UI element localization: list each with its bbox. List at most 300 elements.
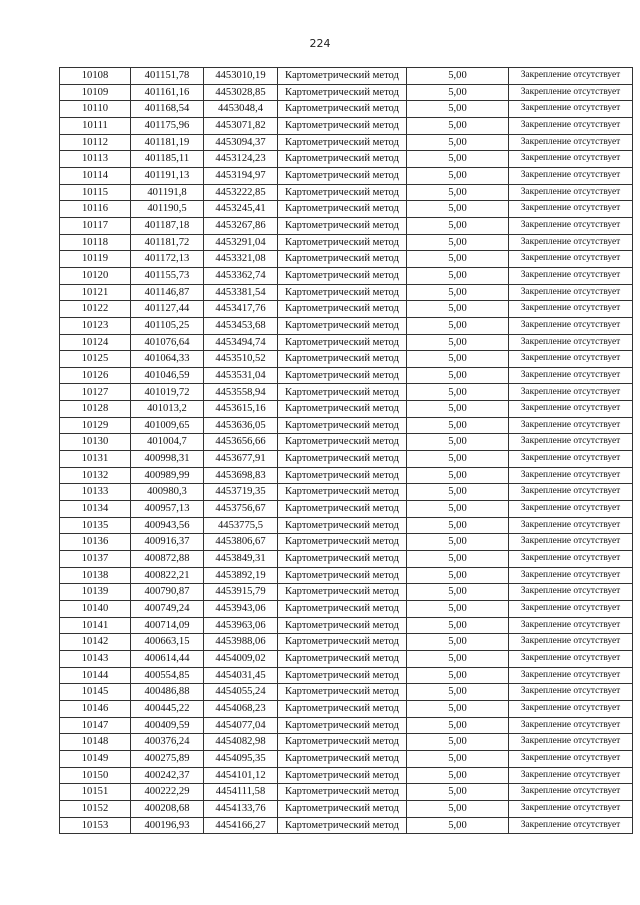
point-number-cell: 10136 xyxy=(60,534,131,551)
x-coordinate-cell: 401190,5 xyxy=(131,201,204,218)
y-coordinate-cell: 4453698,83 xyxy=(204,467,278,484)
point-number-cell: 10126 xyxy=(60,367,131,384)
fixing-description-cell: Закрепление отсутствует xyxy=(509,501,633,518)
y-coordinate-cell: 4453531,04 xyxy=(204,367,278,384)
point-number-cell: 10110 xyxy=(60,101,131,118)
accuracy-cell: 5,00 xyxy=(407,601,509,618)
table-row xyxy=(60,251,633,268)
table-row xyxy=(60,334,633,351)
fixing-description-cell: Закрепление отсутствует xyxy=(509,317,633,334)
accuracy-cell: 5,00 xyxy=(407,817,509,834)
table-row xyxy=(60,650,633,667)
accuracy-cell: 5,00 xyxy=(407,484,509,501)
fixing-description-cell: Закрепление отсутствует xyxy=(509,750,633,767)
method-cell: Картометрический метод xyxy=(278,351,407,368)
accuracy-cell: 5,00 xyxy=(407,501,509,518)
method-cell: Картометрический метод xyxy=(278,567,407,584)
table-row xyxy=(60,367,633,384)
point-number-cell: 10143 xyxy=(60,650,131,667)
fixing-description-cell: Закрепление отсутствует xyxy=(509,384,633,401)
method-cell: Картометрический метод xyxy=(278,434,407,451)
y-coordinate-cell: 4453194,97 xyxy=(204,167,278,184)
fixing-description-cell: Закрепление отсутствует xyxy=(509,301,633,318)
table-row xyxy=(60,551,633,568)
accuracy-cell: 5,00 xyxy=(407,734,509,751)
table-row xyxy=(60,351,633,368)
point-number-cell: 10137 xyxy=(60,551,131,568)
point-number-cell: 10131 xyxy=(60,451,131,468)
x-coordinate-cell: 400957,13 xyxy=(131,501,204,518)
accuracy-cell: 5,00 xyxy=(407,617,509,634)
method-cell: Картометрический метод xyxy=(278,767,407,784)
method-cell: Картометрический метод xyxy=(278,134,407,151)
point-number-cell: 10111 xyxy=(60,117,131,134)
point-number-cell: 10108 xyxy=(60,68,131,85)
table-row xyxy=(60,84,633,101)
table-row xyxy=(60,417,633,434)
x-coordinate-cell: 401172,13 xyxy=(131,251,204,268)
accuracy-cell: 5,00 xyxy=(407,68,509,85)
fixing-description-cell: Закрепление отсутствует xyxy=(509,234,633,251)
y-coordinate-cell: 4453806,67 xyxy=(204,534,278,551)
x-coordinate-cell: 401127,44 xyxy=(131,301,204,318)
method-cell: Картометрический метод xyxy=(278,384,407,401)
method-cell: Картометрический метод xyxy=(278,184,407,201)
table-row xyxy=(60,134,633,151)
x-coordinate-cell: 401105,25 xyxy=(131,317,204,334)
x-coordinate-cell: 401146,87 xyxy=(131,284,204,301)
y-coordinate-cell: 4453321,08 xyxy=(204,251,278,268)
y-coordinate-cell: 4453615,16 xyxy=(204,401,278,418)
x-coordinate-cell: 401151,78 xyxy=(131,68,204,85)
table-row xyxy=(60,101,633,118)
x-coordinate-cell: 400208,68 xyxy=(131,800,204,817)
accuracy-cell: 5,00 xyxy=(407,717,509,734)
point-number-cell: 10123 xyxy=(60,317,131,334)
y-coordinate-cell: 4454009,02 xyxy=(204,650,278,667)
y-coordinate-cell: 4453381,54 xyxy=(204,284,278,301)
accuracy-cell: 5,00 xyxy=(407,151,509,168)
accuracy-cell: 5,00 xyxy=(407,101,509,118)
fixing-description-cell: Закрепление отсутствует xyxy=(509,601,633,618)
fixing-description-cell: Закрепление отсутствует xyxy=(509,68,633,85)
point-number-cell: 10124 xyxy=(60,334,131,351)
method-cell: Картометрический метод xyxy=(278,284,407,301)
point-number-cell: 10132 xyxy=(60,467,131,484)
table-row xyxy=(60,667,633,684)
accuracy-cell: 5,00 xyxy=(407,451,509,468)
y-coordinate-cell: 4453071,82 xyxy=(204,117,278,134)
method-cell: Картометрический метод xyxy=(278,151,407,168)
table-row xyxy=(60,534,633,551)
method-cell: Картометрический метод xyxy=(278,401,407,418)
table-body xyxy=(60,68,633,834)
x-coordinate-cell: 400872,88 xyxy=(131,551,204,568)
accuracy-cell: 5,00 xyxy=(407,234,509,251)
point-number-cell: 10140 xyxy=(60,601,131,618)
fixing-description-cell: Закрепление отсутствует xyxy=(509,817,633,834)
fixing-description-cell: Закрепление отсутствует xyxy=(509,167,633,184)
x-coordinate-cell: 401168,54 xyxy=(131,101,204,118)
y-coordinate-cell: 4453222,85 xyxy=(204,184,278,201)
method-cell: Картометрический метод xyxy=(278,117,407,134)
y-coordinate-cell: 4453048,4 xyxy=(204,101,278,118)
accuracy-cell: 5,00 xyxy=(407,167,509,184)
point-number-cell: 10142 xyxy=(60,634,131,651)
point-number-cell: 10129 xyxy=(60,417,131,434)
method-cell: Картометрический метод xyxy=(278,251,407,268)
x-coordinate-cell: 401019,72 xyxy=(131,384,204,401)
method-cell: Картометрический метод xyxy=(278,317,407,334)
method-cell: Картометрический метод xyxy=(278,734,407,751)
accuracy-cell: 5,00 xyxy=(407,384,509,401)
fixing-description-cell: Закрепление отсутствует xyxy=(509,617,633,634)
method-cell: Картометрический метод xyxy=(278,551,407,568)
table-row xyxy=(60,734,633,751)
y-coordinate-cell: 4454031,45 xyxy=(204,667,278,684)
fixing-description-cell: Закрепление отсутствует xyxy=(509,634,633,651)
fixing-description-cell: Закрепление отсутствует xyxy=(509,351,633,368)
x-coordinate-cell: 400663,15 xyxy=(131,634,204,651)
table-row xyxy=(60,167,633,184)
point-number-cell: 10134 xyxy=(60,501,131,518)
accuracy-cell: 5,00 xyxy=(407,650,509,667)
method-cell: Картометрический метод xyxy=(278,684,407,701)
table-row xyxy=(60,800,633,817)
x-coordinate-cell: 401181,72 xyxy=(131,234,204,251)
y-coordinate-cell: 4453892,19 xyxy=(204,567,278,584)
method-cell: Картометрический метод xyxy=(278,617,407,634)
method-cell: Картометрический метод xyxy=(278,717,407,734)
accuracy-cell: 5,00 xyxy=(407,84,509,101)
table-row xyxy=(60,767,633,784)
x-coordinate-cell: 400998,31 xyxy=(131,451,204,468)
accuracy-cell: 5,00 xyxy=(407,217,509,234)
method-cell: Картометрический метод xyxy=(278,84,407,101)
y-coordinate-cell: 4453245,41 xyxy=(204,201,278,218)
accuracy-cell: 5,00 xyxy=(407,551,509,568)
table-row xyxy=(60,451,633,468)
point-number-cell: 10153 xyxy=(60,817,131,834)
y-coordinate-cell: 4453010,19 xyxy=(204,68,278,85)
x-coordinate-cell: 400980,3 xyxy=(131,484,204,501)
y-coordinate-cell: 4453636,05 xyxy=(204,417,278,434)
accuracy-cell: 5,00 xyxy=(407,667,509,684)
x-coordinate-cell: 401046,59 xyxy=(131,367,204,384)
accuracy-cell: 5,00 xyxy=(407,517,509,534)
x-coordinate-cell: 400749,24 xyxy=(131,601,204,618)
fixing-description-cell: Закрепление отсутствует xyxy=(509,467,633,484)
table-row xyxy=(60,467,633,484)
y-coordinate-cell: 4453656,66 xyxy=(204,434,278,451)
accuracy-cell: 5,00 xyxy=(407,750,509,767)
fixing-description-cell: Закрепление отсутствует xyxy=(509,567,633,584)
table-row xyxy=(60,717,633,734)
table-row xyxy=(60,684,633,701)
method-cell: Картометрический метод xyxy=(278,584,407,601)
x-coordinate-cell: 400614,44 xyxy=(131,650,204,667)
table-row xyxy=(60,584,633,601)
point-number-cell: 10109 xyxy=(60,84,131,101)
table-row xyxy=(60,634,633,651)
fixing-description-cell: Закрепление отсутствует xyxy=(509,267,633,284)
method-cell: Картометрический метод xyxy=(278,467,407,484)
point-number-cell: 10118 xyxy=(60,234,131,251)
method-cell: Картометрический метод xyxy=(278,650,407,667)
method-cell: Картометрический метод xyxy=(278,68,407,85)
x-coordinate-cell: 400486,88 xyxy=(131,684,204,701)
method-cell: Картометрический метод xyxy=(278,417,407,434)
x-coordinate-cell: 401187,18 xyxy=(131,217,204,234)
x-coordinate-cell: 401064,33 xyxy=(131,351,204,368)
point-number-cell: 10114 xyxy=(60,167,131,184)
x-coordinate-cell: 400790,87 xyxy=(131,584,204,601)
table-row xyxy=(60,401,633,418)
fixing-description-cell: Закрепление отсутствует xyxy=(509,217,633,234)
accuracy-cell: 5,00 xyxy=(407,684,509,701)
accuracy-cell: 5,00 xyxy=(407,184,509,201)
fixing-description-cell: Закрепление отсутствует xyxy=(509,700,633,717)
x-coordinate-cell: 401181,19 xyxy=(131,134,204,151)
point-number-cell: 10112 xyxy=(60,134,131,151)
fixing-description-cell: Закрепление отсутствует xyxy=(509,417,633,434)
method-cell: Картометрический метод xyxy=(278,534,407,551)
point-number-cell: 10141 xyxy=(60,617,131,634)
method-cell: Картометрический метод xyxy=(278,367,407,384)
table-row xyxy=(60,234,633,251)
table-row xyxy=(60,484,633,501)
table-row xyxy=(60,750,633,767)
point-number-cell: 10116 xyxy=(60,201,131,218)
method-cell: Картометрический метод xyxy=(278,700,407,717)
point-number-cell: 10113 xyxy=(60,151,131,168)
accuracy-cell: 5,00 xyxy=(407,784,509,801)
fixing-description-cell: Закрепление отсутствует xyxy=(509,334,633,351)
table-row xyxy=(60,284,633,301)
method-cell: Картометрический метод xyxy=(278,217,407,234)
y-coordinate-cell: 4454133,76 xyxy=(204,800,278,817)
point-number-cell: 10133 xyxy=(60,484,131,501)
y-coordinate-cell: 4453915,79 xyxy=(204,584,278,601)
accuracy-cell: 5,00 xyxy=(407,767,509,784)
y-coordinate-cell: 4454068,23 xyxy=(204,700,278,717)
y-coordinate-cell: 4453849,31 xyxy=(204,551,278,568)
x-coordinate-cell: 400554,85 xyxy=(131,667,204,684)
x-coordinate-cell: 401191,13 xyxy=(131,167,204,184)
method-cell: Картометрический метод xyxy=(278,750,407,767)
fixing-description-cell: Закрепление отсутствует xyxy=(509,517,633,534)
y-coordinate-cell: 4453291,04 xyxy=(204,234,278,251)
table-row xyxy=(60,817,633,834)
fixing-description-cell: Закрепление отсутствует xyxy=(509,484,633,501)
fixing-description-cell: Закрепление отсутствует xyxy=(509,151,633,168)
fixing-description-cell: Закрепление отсутствует xyxy=(509,201,633,218)
y-coordinate-cell: 4453756,67 xyxy=(204,501,278,518)
accuracy-cell: 5,00 xyxy=(407,317,509,334)
method-cell: Картометрический метод xyxy=(278,234,407,251)
x-coordinate-cell: 401004,7 xyxy=(131,434,204,451)
point-number-cell: 10146 xyxy=(60,700,131,717)
fixing-description-cell: Закрепление отсутствует xyxy=(509,667,633,684)
y-coordinate-cell: 4453417,76 xyxy=(204,301,278,318)
fixing-description-cell: Закрепление отсутствует xyxy=(509,251,633,268)
table-row xyxy=(60,501,633,518)
x-coordinate-cell: 401076,64 xyxy=(131,334,204,351)
point-number-cell: 10139 xyxy=(60,584,131,601)
accuracy-cell: 5,00 xyxy=(407,251,509,268)
method-cell: Картометрический метод xyxy=(278,101,407,118)
table-row xyxy=(60,700,633,717)
fixing-description-cell: Закрепление отсутствует xyxy=(509,551,633,568)
table-row xyxy=(60,434,633,451)
accuracy-cell: 5,00 xyxy=(407,201,509,218)
method-cell: Картометрический метод xyxy=(278,517,407,534)
method-cell: Картометрический метод xyxy=(278,667,407,684)
table-row xyxy=(60,151,633,168)
table-row xyxy=(60,567,633,584)
y-coordinate-cell: 4453677,91 xyxy=(204,451,278,468)
accuracy-cell: 5,00 xyxy=(407,351,509,368)
y-coordinate-cell: 4453719,35 xyxy=(204,484,278,501)
point-number-cell: 10151 xyxy=(60,784,131,801)
table-row xyxy=(60,784,633,801)
x-coordinate-cell: 400242,37 xyxy=(131,767,204,784)
table-row xyxy=(60,68,633,85)
table-row xyxy=(60,601,633,618)
method-cell: Картометрический метод xyxy=(278,301,407,318)
y-coordinate-cell: 4453267,86 xyxy=(204,217,278,234)
fixing-description-cell: Закрепление отсутствует xyxy=(509,784,633,801)
accuracy-cell: 5,00 xyxy=(407,334,509,351)
accuracy-cell: 5,00 xyxy=(407,134,509,151)
fixing-description-cell: Закрепление отсутствует xyxy=(509,134,633,151)
y-coordinate-cell: 4453988,06 xyxy=(204,634,278,651)
point-number-cell: 10149 xyxy=(60,750,131,767)
y-coordinate-cell: 4453094,37 xyxy=(204,134,278,151)
x-coordinate-cell: 400714,09 xyxy=(131,617,204,634)
accuracy-cell: 5,00 xyxy=(407,401,509,418)
point-number-cell: 10119 xyxy=(60,251,131,268)
accuracy-cell: 5,00 xyxy=(407,800,509,817)
fixing-description-cell: Закрепление отсутствует xyxy=(509,434,633,451)
accuracy-cell: 5,00 xyxy=(407,700,509,717)
x-coordinate-cell: 400275,89 xyxy=(131,750,204,767)
point-number-cell: 10120 xyxy=(60,267,131,284)
y-coordinate-cell: 4453558,94 xyxy=(204,384,278,401)
y-coordinate-cell: 4454082,98 xyxy=(204,734,278,751)
accuracy-cell: 5,00 xyxy=(407,534,509,551)
accuracy-cell: 5,00 xyxy=(407,367,509,384)
x-coordinate-cell: 400943,56 xyxy=(131,517,204,534)
y-coordinate-cell: 4454055,24 xyxy=(204,684,278,701)
table-row xyxy=(60,301,633,318)
y-coordinate-cell: 4454101,12 xyxy=(204,767,278,784)
fixing-description-cell: Закрепление отсутствует xyxy=(509,734,633,751)
point-number-cell: 10145 xyxy=(60,684,131,701)
y-coordinate-cell: 4453510,52 xyxy=(204,351,278,368)
x-coordinate-cell: 400196,93 xyxy=(131,817,204,834)
point-number-cell: 10121 xyxy=(60,284,131,301)
fixing-description-cell: Закрепление отсутствует xyxy=(509,800,633,817)
y-coordinate-cell: 4453775,5 xyxy=(204,517,278,534)
table-row xyxy=(60,617,633,634)
table-row xyxy=(60,117,633,134)
point-number-cell: 10148 xyxy=(60,734,131,751)
method-cell: Картометрический метод xyxy=(278,167,407,184)
fixing-description-cell: Закрепление отсутствует xyxy=(509,117,633,134)
y-coordinate-cell: 4453963,06 xyxy=(204,617,278,634)
y-coordinate-cell: 4453494,74 xyxy=(204,334,278,351)
accuracy-cell: 5,00 xyxy=(407,117,509,134)
accuracy-cell: 5,00 xyxy=(407,301,509,318)
accuracy-cell: 5,00 xyxy=(407,467,509,484)
accuracy-cell: 5,00 xyxy=(407,584,509,601)
x-coordinate-cell: 401013,2 xyxy=(131,401,204,418)
point-number-cell: 10135 xyxy=(60,517,131,534)
fixing-description-cell: Закрепление отсутствует xyxy=(509,367,633,384)
accuracy-cell: 5,00 xyxy=(407,284,509,301)
accuracy-cell: 5,00 xyxy=(407,634,509,651)
point-number-cell: 10115 xyxy=(60,184,131,201)
table-row xyxy=(60,217,633,234)
point-number-cell: 10128 xyxy=(60,401,131,418)
y-coordinate-cell: 4453943,06 xyxy=(204,601,278,618)
method-cell: Картометрический метод xyxy=(278,800,407,817)
accuracy-cell: 5,00 xyxy=(407,417,509,434)
x-coordinate-cell: 401161,16 xyxy=(131,84,204,101)
point-number-cell: 10125 xyxy=(60,351,131,368)
y-coordinate-cell: 4453028,85 xyxy=(204,84,278,101)
y-coordinate-cell: 4454095,35 xyxy=(204,750,278,767)
x-coordinate-cell: 400445,22 xyxy=(131,700,204,717)
y-coordinate-cell: 4453453,68 xyxy=(204,317,278,334)
x-coordinate-cell: 400989,99 xyxy=(131,467,204,484)
x-coordinate-cell: 401155,73 xyxy=(131,267,204,284)
table-row xyxy=(60,267,633,284)
x-coordinate-cell: 400409,59 xyxy=(131,717,204,734)
method-cell: Картометрический метод xyxy=(278,601,407,618)
x-coordinate-cell: 401191,8 xyxy=(131,184,204,201)
accuracy-cell: 5,00 xyxy=(407,434,509,451)
table-row xyxy=(60,517,633,534)
point-number-cell: 10138 xyxy=(60,567,131,584)
fixing-description-cell: Закрепление отсутствует xyxy=(509,451,633,468)
point-number-cell: 10144 xyxy=(60,667,131,684)
table-row xyxy=(60,201,633,218)
y-coordinate-cell: 4453362,74 xyxy=(204,267,278,284)
method-cell: Картометрический метод xyxy=(278,634,407,651)
page-number: 224 xyxy=(309,37,331,50)
x-coordinate-cell: 400822,21 xyxy=(131,567,204,584)
table-row xyxy=(60,184,633,201)
table-row xyxy=(60,317,633,334)
method-cell: Картометрический метод xyxy=(278,501,407,518)
point-number-cell: 10122 xyxy=(60,301,131,318)
fixing-description-cell: Закрепление отсутствует xyxy=(509,84,633,101)
y-coordinate-cell: 4454166,27 xyxy=(204,817,278,834)
point-number-cell: 10117 xyxy=(60,217,131,234)
method-cell: Картометрический метод xyxy=(278,267,407,284)
method-cell: Картометрический метод xyxy=(278,334,407,351)
point-number-cell: 10147 xyxy=(60,717,131,734)
table-row xyxy=(60,384,633,401)
method-cell: Картометрический метод xyxy=(278,451,407,468)
fixing-description-cell: Закрепление отсутствует xyxy=(509,684,633,701)
fixing-description-cell: Закрепление отсутствует xyxy=(509,534,633,551)
method-cell: Картометрический метод xyxy=(278,201,407,218)
point-number-cell: 10150 xyxy=(60,767,131,784)
fixing-description-cell: Закрепление отсутствует xyxy=(509,584,633,601)
